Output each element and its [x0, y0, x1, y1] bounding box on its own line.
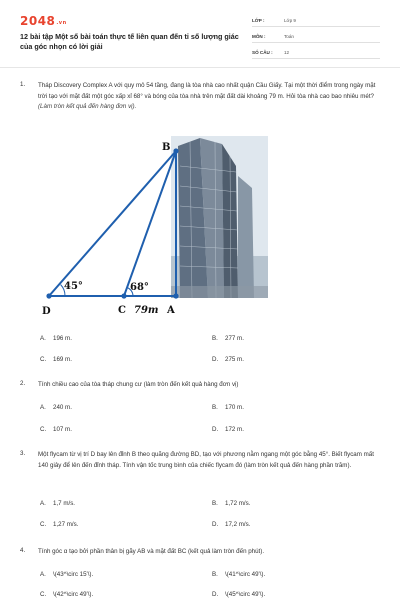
question-3-option-a[interactable] — [40, 500, 75, 507]
option-letter: B. — [212, 500, 218, 507]
option-text: \(43^\circ 15'\). — [53, 571, 94, 578]
label-A: A — [167, 305, 175, 316]
option-letter: A. — [40, 404, 46, 411]
question-number: 3. — [20, 450, 26, 457]
meta-value: 12 — [284, 49, 290, 55]
option-letter: A. — [40, 500, 46, 507]
meta-row-grade — [252, 14, 380, 27]
question-2-option-c[interactable] — [40, 426, 72, 433]
question-4-option-a[interactable] — [40, 571, 93, 578]
question-1-option-d[interactable] — [212, 356, 244, 363]
meta-label: SỐ CÂU : — [252, 49, 273, 55]
question-3-option-c[interactable] — [40, 521, 78, 528]
option-text: 1,72 m/s. — [225, 500, 251, 507]
option-text: 277 m. — [225, 335, 244, 342]
option-text: \(45^\circ 49'\). — [225, 591, 266, 598]
label-D: D — [42, 306, 51, 317]
question-text: Một flycam từ vị trí D bay lên đỉnh B theo quãng đường BD, tạo với phương nằm ngang một góc bằng 45°. Biết flycam mất 140 giây để lên đến đỉnh tháp. Tính vận tốc trung bình của chiếc flycam đó (làm tròn kết quả đến hàng phần trăm). — [38, 451, 374, 469]
meta-label: LỚP : — [252, 17, 265, 23]
question-3-option-b[interactable] — [212, 500, 250, 507]
question-text: Tính góc α tạo bởi phần thân bị gãy AB và mặt đất BC (kết quả làm tròn đến phút). — [38, 548, 265, 555]
meta-row-subject — [252, 30, 380, 43]
option-text: 172 m. — [225, 426, 244, 433]
option-letter: D. — [212, 426, 219, 433]
header-divider — [0, 67, 400, 68]
question-2-option-a[interactable] — [40, 404, 72, 411]
question-4-option-b[interactable] — [212, 571, 265, 578]
line-CB — [124, 151, 176, 296]
question-text: Tính chiều cao của tòa tháp chung cư (làm tròn đến kết quả hàng đơn vị) — [38, 381, 239, 388]
question-1-option-a[interactable] — [40, 335, 72, 342]
option-text: 17,2 m/s. — [225, 521, 251, 528]
option-text: 169 m. — [53, 356, 72, 363]
document-title: 12 bài tập Một số bài toán thực tế liên quan đến tỉ số lượng giác của góc nhọn có lời giải — [20, 32, 239, 51]
label-C: C — [118, 305, 126, 316]
question-4-option-c[interactable] — [40, 591, 93, 598]
question-number: 4. — [20, 547, 26, 554]
meta-label: MÔN : — [252, 33, 266, 39]
meta-row-count — [252, 46, 380, 59]
question-3-option-d[interactable] — [212, 521, 250, 528]
option-text: 275 m. — [225, 356, 244, 363]
question-number: 1. — [20, 81, 26, 88]
question-4-option-d[interactable] — [212, 591, 265, 598]
triangle-lines — [49, 151, 176, 296]
angle-label-D: 45° — [64, 281, 83, 292]
option-text: 1,27 m/s. — [53, 521, 79, 528]
option-text: \(41^\circ 49'\). — [225, 571, 266, 578]
question-text — [38, 81, 383, 113]
option-text: 240 m. — [53, 404, 72, 411]
option-letter: B. — [212, 335, 218, 342]
meta-value: Toán — [284, 33, 294, 39]
option-text: 170 m. — [225, 404, 244, 411]
option-letter: B. — [212, 404, 218, 411]
logo-sub: .vn — [56, 20, 67, 26]
question-body: Tháp Discovery Complex A với quy mô 54 tầng, đang là tòa nhà cao nhất quận Cầu Giấy. Tại một thời điểm trong ngày mặt trời tạo với mặt đất một góc xấp xỉ 68° và bóng của tòa nhà trên mặt đất dài khoảng 79 m. Hỏi tòa nhà cao bao nhiêu mét? — [38, 82, 376, 100]
site-logo[interactable] — [20, 14, 67, 28]
option-letter: B. — [212, 571, 218, 578]
question-note: (Làm tròn kết quả đến hàng đơn vị). — [38, 103, 137, 110]
question-2-option-b[interactable] — [212, 404, 244, 411]
option-letter: C. — [40, 356, 47, 363]
question-1-figure — [40, 136, 268, 322]
meta-table — [252, 14, 380, 62]
option-letter: C. — [40, 521, 47, 528]
point-B — [173, 148, 178, 153]
option-text: 107 m. — [53, 426, 72, 433]
option-text: \(42^\circ 49'\). — [53, 591, 94, 598]
option-letter: D. — [212, 521, 219, 528]
question-1-option-b[interactable] — [212, 335, 244, 342]
line-DB — [49, 151, 176, 296]
logo-main: 2048 — [20, 14, 56, 28]
option-letter: C. — [40, 591, 47, 598]
angle-label-C: 68° — [130, 282, 149, 293]
meta-value: Lớp 9 — [284, 17, 296, 23]
option-text: 1,7 m/s. — [53, 500, 76, 507]
option-letter: A. — [40, 335, 46, 342]
point-D — [46, 293, 51, 298]
option-letter: D. — [212, 591, 219, 598]
triangle-diagram — [40, 136, 268, 322]
option-letter: A. — [40, 571, 46, 578]
option-letter: D. — [212, 356, 219, 363]
option-text: 196 m. — [53, 335, 72, 342]
question-2-option-d[interactable] — [212, 426, 244, 433]
length-label-CA: 79m — [134, 305, 159, 316]
point-C — [121, 293, 126, 298]
header — [0, 0, 400, 62]
building-photo — [171, 136, 268, 298]
question-1-option-c[interactable] — [40, 356, 72, 363]
point-A — [173, 293, 178, 298]
label-B: B — [162, 142, 171, 153]
option-letter: C. — [40, 426, 47, 433]
question-number: 2. — [20, 380, 26, 387]
